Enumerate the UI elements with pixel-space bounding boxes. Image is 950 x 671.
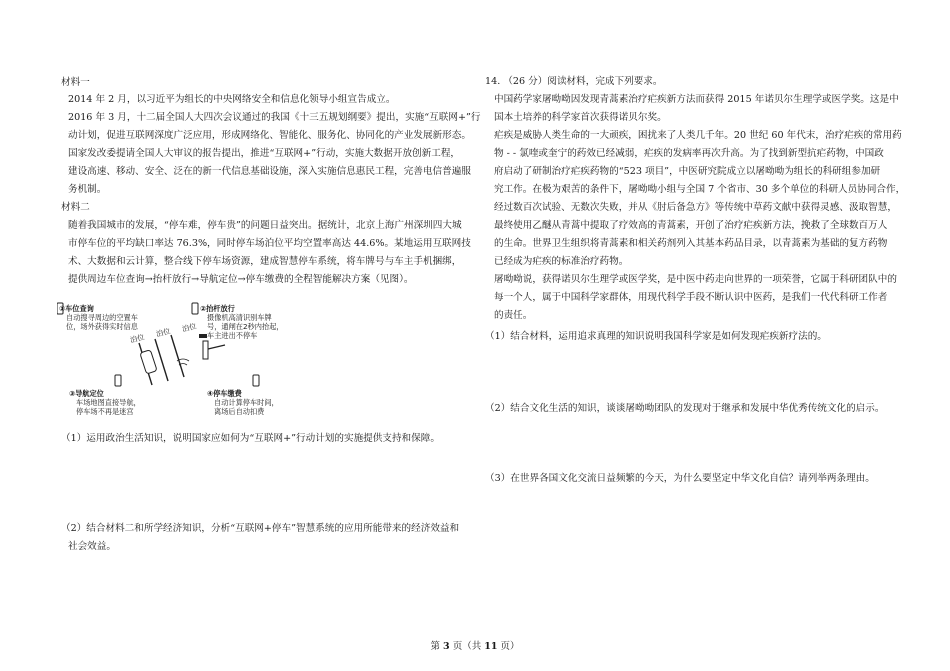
- question-two: 社会效益。: [68, 541, 116, 552]
- step-one-text: 位，场外获得实时信息: [66, 322, 138, 331]
- step-two-text: 号，通闸在2秒内抬起，: [207, 322, 284, 331]
- paragraph-line: 经过数百次试验、无数次失败，并从《肘后备急方》等传统中草药文献中获得灵感、汲取智慧，: [494, 202, 897, 213]
- footer-text: 第: [430, 641, 444, 652]
- paragraph-line: 屠呦呦说，获得诺贝尔生理学或医学奖，是中医中药走向世界的一项荣誉，它属于科研团队中的: [494, 274, 897, 285]
- material-two-line: 市停车位的平均缺口率达 76.3%，同时停车场泊位平均空置率高达 44.6%。某地运用互联网技: [68, 238, 471, 249]
- material-one-line: 国家发改委提请全国人大审议的报告提出，推进“互联网+”行动，实施大数据开放创新工程，: [68, 148, 461, 159]
- bay-label: 泊位: [181, 321, 198, 334]
- phone-icon: [253, 375, 259, 386]
- phone-icon: [115, 375, 121, 386]
- sub-question-two: （2）结合文化生活的知识，谈谈屠呦呦团队的发现对于继承和发展中华优秀传统文化的启示。: [485, 403, 885, 414]
- step-four-text: 离场后自动扣费: [214, 407, 265, 416]
- paragraph-line: 的生命。世界卫生组织将青蒿素和相关药剂列入其基本药品目录，以青蒿素为基础的复方药物: [494, 238, 888, 249]
- footer-text: 页）: [497, 641, 520, 652]
- paragraph-line: 国本土培养的科学家首次获得诺贝尔奖。: [494, 112, 667, 123]
- material-two-line: 随着我国城市的发展，“停车难，停车贵”的问题日益突出。据统计，北京上海广州深圳四大城: [68, 220, 462, 231]
- question-two: （2）结合材料二和所学经济知识，分析“互联网+停车”智慧系统的应用所能带来的经济效益和: [61, 523, 460, 534]
- material-one-line: 建设高速、移动、安全、泛在的新一代信息基础设施，深入实施信息惠民工程，完善电信普遍服: [68, 166, 471, 177]
- step-two-text: 摄像机高清识别车牌: [207, 313, 272, 322]
- material-one-line: 2014 年 2 月，以习近平为组长的中央网络安全和信息化领导小组宣告成立。: [68, 94, 396, 105]
- page-footer: [0, 638, 950, 652]
- question-one: （1）运用政治生活知识，说明国家应如何为“互联网+”行动计划的实施提供支持和保障。: [61, 433, 440, 444]
- sub-question-three: （3）在世界各国文化交流日益频繁的今天，为什么要坚定中华文化自信？请列举两条理由。: [485, 473, 875, 484]
- material-one-line: 务机制。: [68, 184, 107, 195]
- bay-label: 泊位: [155, 326, 172, 339]
- material-two-line: 术、大数据和云计算，整合线下停车场资源，建成智慧停车系统，将车牌号与车主手机捆绑，: [68, 256, 462, 267]
- material-one-line: 动计划，促进互联网深度广泛应用，形成网络化、智能化、服务化、协同化的产业发展新形态。: [68, 130, 471, 141]
- step-one-text: 自动搜寻周边的空置车: [66, 313, 138, 322]
- step-one-title: ①车位查询: [59, 304, 94, 313]
- barrier-gate-icon: [203, 341, 208, 359]
- material-two-line: 提供周边车位查询→抬杆放行→导航定位→停车缴费的全程智能解决方案（见图）。: [68, 274, 414, 285]
- footer-text: 页（共: [449, 641, 485, 652]
- paragraph-line: 府启动了研制治疗疟疾药物的“523 项目”，中医研究院成立以屠呦呦为组长的科研组参加研: [494, 166, 881, 177]
- sub-question-one: （1）结合材料，运用追求真理的知识说明我国科学家是如何发现疟疾新疗法的。: [485, 331, 827, 342]
- step-two-title: ②抬杆放行: [200, 304, 235, 313]
- step-four-text: 自动计算停车时间，: [214, 398, 279, 407]
- step-three-title: ③导航定位: [69, 389, 104, 398]
- material-two-title: 材料二: [61, 202, 90, 213]
- step-three-text: 停车场不再是迷宫: [76, 407, 134, 416]
- material-one-title: 材料一: [61, 77, 90, 88]
- phone-icon: [192, 303, 198, 314]
- paragraph-line: 物 - - 氯喹或奎宁的药效已经减弱，疟疾的发病率再次升高。为了找到新型抗疟药物，中国政: [494, 148, 884, 159]
- car-icon: [140, 350, 157, 374]
- total-pages: 11: [484, 641, 498, 652]
- paragraph-line: 已经成为疟疾的标准治疗药物。: [494, 256, 629, 267]
- paragraph-line: 每一个人，属于中国科学家群体，用现代科学手段不断认识中医药，是我们一代代科研工作者: [494, 292, 888, 303]
- question-14-heading: 14. （26 分）阅读材料，完成下列要求。: [485, 76, 663, 87]
- smart-parking-figure: [57, 301, 302, 423]
- paragraph-line: 中国药学家屠呦呦因发现青蒿素治疗疟疾新方法而获得 2015 年诺贝尔生理学或医学奖。这是中: [494, 94, 899, 105]
- page-number: 3: [443, 641, 450, 652]
- material-one-line: 2016 年 3 月，十二届全国人大四次会议通过的我国《十三五规划纲要》提出，实施“互联网+”行: [68, 112, 481, 123]
- camera-icon: [199, 334, 207, 338]
- paragraph-line: 的责任。: [494, 310, 533, 321]
- bay-label: 泊位: [129, 332, 146, 345]
- paragraph-line: 最终使用乙醚从青蒿中提取了疗效高的青蒿素，开创了治疗疟疾新方法，挽救了全球数百万人: [494, 220, 888, 231]
- paragraph-line: 究工作。在极为艰苦的条件下，屠呦呦小组与全国 7 个省市、30 多个单位的科研人员协同合作，: [494, 184, 906, 195]
- step-two-text: 车主进出不停车: [207, 331, 258, 340]
- step-three-text: 车场地图直接导航，: [76, 398, 141, 407]
- paragraph-line: 疟疾是威胁人类生命的一大顽疾，困扰来了人类几千年。20 世纪 60 年代末，治疗疟疾的常用药: [494, 130, 902, 141]
- step-four-title: ④停车缴费: [207, 389, 242, 398]
